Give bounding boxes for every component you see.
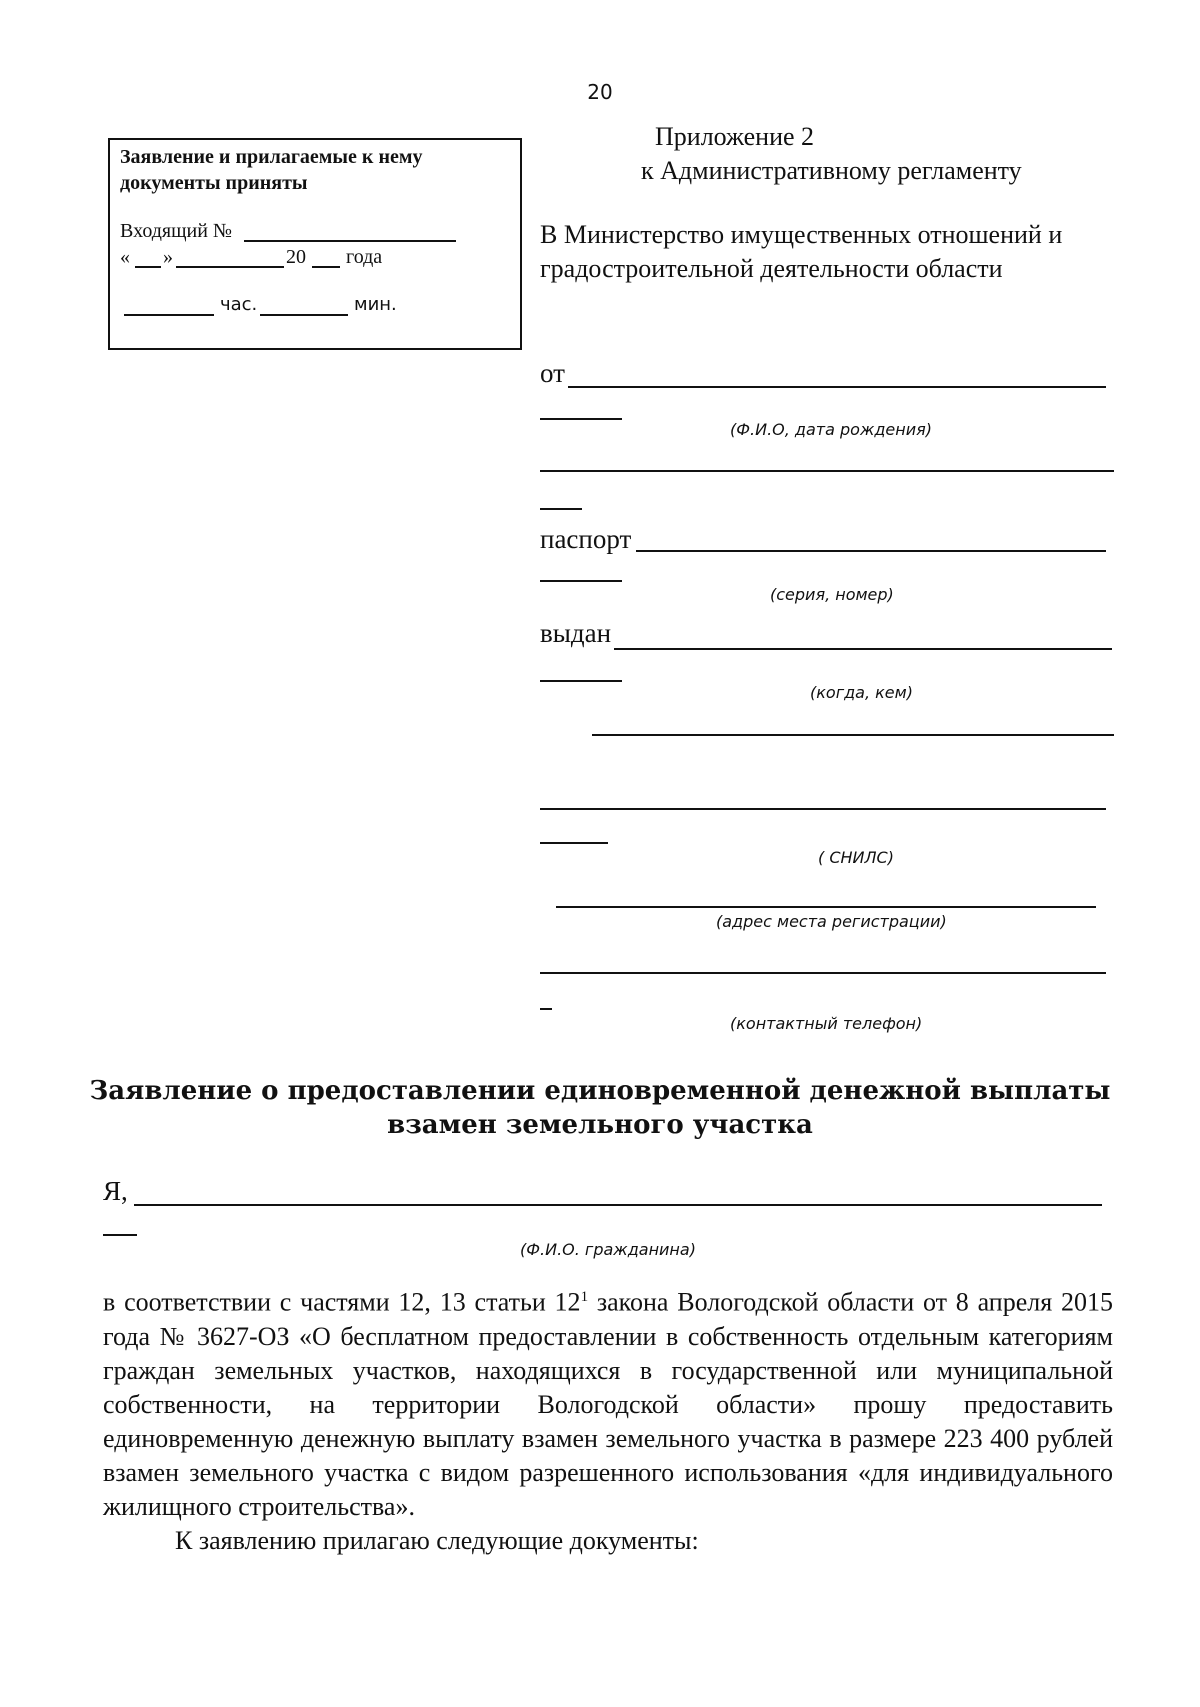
acceptance-stamp-box [108, 138, 522, 350]
phone-line-continuation[interactable] [540, 1008, 552, 1010]
phone-line[interactable] [540, 972, 1106, 974]
fio-extra-line[interactable] [540, 470, 1114, 472]
issued-caption: (когда, кем) [810, 683, 913, 702]
issued-label: выдан [540, 618, 612, 648]
quote-open: « [120, 246, 130, 268]
minutes-line[interactable] [260, 314, 348, 316]
article-superscript: 1 [580, 1289, 589, 1305]
year-line[interactable] [312, 266, 340, 268]
incoming-label: Входящий № [120, 220, 233, 242]
quote-close: » [163, 246, 173, 268]
body-text-part-1: в соответствии с частями 12, 13 статьи 12 [103, 1287, 581, 1317]
minutes-label: мин. [354, 294, 397, 315]
fio-extra-line-continuation[interactable] [540, 508, 582, 510]
from-label: от [540, 358, 565, 388]
address-caption: (адрес места регистрации) [716, 912, 947, 931]
month-line[interactable] [176, 266, 284, 268]
hours-line[interactable] [124, 314, 214, 316]
issued-line-continuation[interactable] [540, 680, 622, 682]
addressee-line-2: градостроительной деятельности области [540, 254, 1003, 283]
snils-line-continuation[interactable] [540, 842, 608, 844]
series-caption: (серия, номер) [770, 585, 894, 604]
document-title-line-2: взамен земельного участка [387, 1110, 813, 1140]
from-line-continuation[interactable] [540, 418, 622, 420]
application-body [103, 1280, 1113, 1558]
appendix-number: Приложение 2 [655, 122, 815, 151]
day-line[interactable] [135, 266, 161, 268]
snils-caption: ( СНИЛС) [818, 848, 894, 867]
passport-line[interactable] [636, 550, 1106, 552]
incoming-number-line[interactable] [244, 240, 456, 242]
applicant-line[interactable] [134, 1204, 1102, 1206]
attachments-intro: К заявлению прилагаю следующие документы: [175, 1525, 699, 1555]
snils-line[interactable] [540, 808, 1106, 810]
document-title-line-1: Заявление о предоставлении единовременной денежной выплаты [89, 1076, 1111, 1106]
addressee-line-1: В Министерство имущественных отношений и [540, 220, 1063, 249]
year-suffix: года [346, 246, 383, 268]
appendix-reference: к Административному регламенту [641, 156, 1022, 185]
fio-caption: (Ф.И.О, дата рождения) [730, 420, 932, 439]
body-text-part-2: закона Вологодской области от 8 апреля 2015 года № 3627-ОЗ «О бесплатном предоставлении в собственность отдельным категориям граждан земельных участков, находящихся в государственной или муниципальной собственности, на территории Вологодской области» прошу предоставить единовременную денежную выплату взамен земельного участка в размере 223 400 рублей взамен земельного участка с видом разрешенного использования «для индивидуального жилищного строительства». [103, 1287, 1114, 1521]
applicant-caption: (Ф.И.О. гражданина) [520, 1240, 696, 1259]
address-line[interactable] [556, 906, 1096, 908]
stamp-title: Заявление и прилагаемые к нему документы приняты [120, 146, 423, 194]
year-prefix: 20 [286, 246, 306, 268]
phone-caption: (контактный телефон) [730, 1014, 923, 1033]
hours-label: час. [220, 294, 258, 315]
from-line[interactable] [568, 386, 1106, 388]
applicant-line-continuation[interactable] [103, 1234, 137, 1236]
body-paragraph [103, 1280, 1113, 1524]
applicant-label: Я, [103, 1176, 128, 1206]
passport-label: паспорт [540, 524, 632, 554]
issued-extra-line[interactable] [592, 734, 1114, 736]
passport-line-continuation[interactable] [540, 580, 622, 582]
page-number: 20 [587, 80, 613, 104]
issued-line[interactable] [614, 648, 1112, 650]
